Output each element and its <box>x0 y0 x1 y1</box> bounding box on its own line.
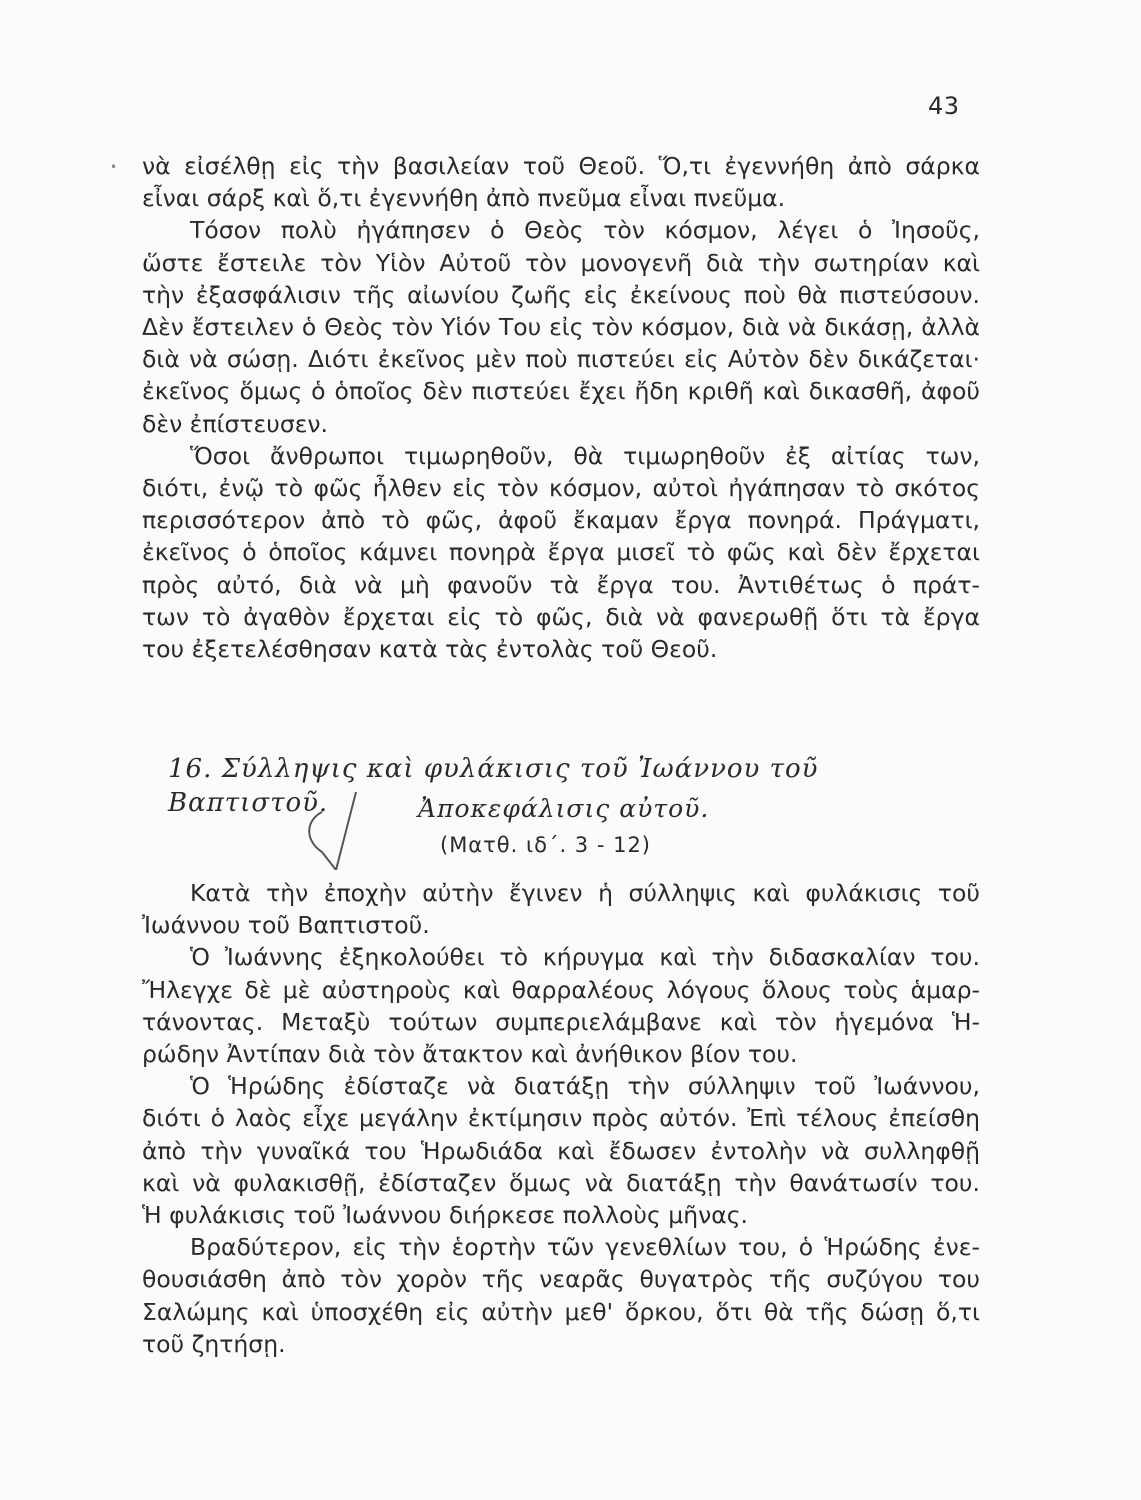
margin-mark: • <box>110 160 118 174</box>
section-title-line1: Σύλληψις καὶ φυλάκισις τοῦ Ἰωάννου τοῦ Βαπτιστοῦ. <box>168 754 819 818</box>
text-line: Ἡ φυλάκισις τοῦ Ἰωάννου διήρκεσε πολλοὺς μῆνας. <box>142 1201 748 1230</box>
text-line: διὰ νὰ σώσῃ. Διότι ἐκεῖνος μὲν ποὺ πιστεύει εἰς Αὐτὸν δὲν δικάζεται· <box>142 345 980 374</box>
text-line: ρώδην Ἀντίπαν διὰ τὸν ἄτακτον καὶ ἀνήθικον βίον του. <box>142 1040 798 1069</box>
text-line: Ὁ Ἰωάννης ἐξηκολούθει τὸ κήρυγμα καὶ τὴν διδασκαλίαν του. <box>190 943 980 972</box>
text-line: Ὅσοι ἄνθρωποι τιμωρηθοῦν, θὰ τιμωρηθοῦν ἐξ αἰτίας των, <box>190 441 980 470</box>
text-line: εἶναι σάρξ καὶ ὅ,τι ἐγεννήθη ἀπὸ πνεῦμα εἶναι πνεῦμα. <box>142 184 786 213</box>
text-line: Τόσον πολὺ ἠγάπησεν ὁ Θεὸς τὸν κόσμον, λέγει ὁ Ἰησοῦς, <box>190 216 980 245</box>
text-line: ἐκεῖνος ὅμως ὁ ὁποῖος δὲν πιστεύει ἔχει ἤδη κριθῆ καὶ δικασθῆ, ἀφοῦ <box>142 377 980 406</box>
text-line: ἀπὸ τὴν γυναῖκά του Ἡρωδιάδα καὶ ἔδωσεν ἐντολὴν νὰ συλληφθῇ <box>142 1136 980 1165</box>
text-line: Ἰωάννου τοῦ Βαπτιστοῦ. <box>142 911 430 940</box>
scripture-reference: (Ματθ. ιδ΄. 3 - 12) <box>440 833 652 857</box>
top-text-block <box>142 150 980 665</box>
text-line: τάνοντας. Μεταξὺ τούτων συμπεριελάμβανε καὶ τὸν ἡγεμόνα Ἡ- <box>142 1007 980 1036</box>
text-line: καὶ νὰ φυλακισθῇ, ἐδίσταζεν ὅμως νὰ διατάξῃ τὴν θανάτωσίν του. <box>142 1168 980 1197</box>
text-line: διότι ὁ λαὸς εἶχε μεγάλην ἐκτίμησιν πρὸς αὐτόν. Ἐπὶ τέλους ἐπείσθη <box>142 1104 980 1133</box>
text-line: Κατὰ τὴν ἐποχὴν αὐτὴν ἔγινεν ἡ σύλληψις καὶ φυλάκισις τοῦ <box>190 879 980 907</box>
text-line: πρὸς αὐτό, διὰ νὰ μὴ φανοῦν τὰ ἔργα του. Ἀντιθέτως ὁ πράτ- <box>142 570 980 599</box>
text-line: του ἐξετελέσθησαν κατὰ τὰς ἐντολὰς τοῦ Θεοῦ. <box>142 635 718 664</box>
text-line: Δὲν ἔστειλεν ὁ Θεὸς τὸν Υἱόν Του εἰς τὸν κόσμον, διὰ νὰ δικάσῃ, ἀλλὰ <box>142 313 980 342</box>
text-line: ὥστε ἔστειλε τὸν Υἱὸν Αὐτοῦ τὸν μονογενῆ διὰ τὴν σωτηρίαν καὶ <box>142 248 980 277</box>
text-line: τὴν ἐξασφάλισιν τῆς αἰωνίου ζωῆς εἰς ἐκείνους ποὺ θὰ πιστεύσουν. <box>142 280 980 309</box>
text-line: Ὁ Ἡρώδης ἐδίσταζε νὰ διατάξῃ τὴν σύλληψιν τοῦ Ἰωάννου, <box>190 1072 980 1101</box>
page-number: 43 <box>928 92 960 120</box>
text-line: των τὸ ἀγαθὸν ἔρχεται εἰς τὸ φῶς, διὰ νὰ φανερωθῇ ὅτι τὰ ἔργα <box>142 602 980 631</box>
section-title-line2: Ἀποκεφάλισις αὐτοῦ. <box>418 794 710 823</box>
text-line: νὰ εἰσέλθῃ εἰς τὴν βασιλείαν τοῦ Θεοῦ. Ὅ,τι ἐγεννήθη ἀπὸ σάρκα <box>142 152 980 180</box>
bottom-text-block <box>142 877 980 1360</box>
text-line: Ἤλεγχε δὲ μὲ αὐστηροὺς καὶ θαρραλέους λόγους ὅλους τοὺς ἁμαρ- <box>142 975 980 1004</box>
text-line: Βραδύτερον, εἰς τὴν ἑορτὴν τῶν γενεθλίων του, ὁ Ἡρώδης ἐνε- <box>190 1233 980 1262</box>
text-line: ἐκεῖνος ὁ ὁποῖος κάμνει πονηρὰ ἔργα μισεῖ τὸ φῶς καὶ δὲν ἔρχεται <box>142 538 980 567</box>
handwritten-mark-icon <box>300 790 360 870</box>
text-line: θουσιάσθη ἀπὸ τὸν χορὸν τῆς νεαρᾶς θυγατρὸς τῆς συζύγου του <box>142 1265 980 1294</box>
text-line: διότι, ἐνῷ τὸ φῶς ἦλθεν εἰς τὸν κόσμον, αὐτοὶ ἠγάπησαν τὸ σκότος <box>142 474 980 503</box>
section-number: 16. <box>168 754 213 784</box>
text-line: δὲν ἐπίστευσεν. <box>142 409 329 438</box>
text-line: τοῦ ζητήσῃ. <box>142 1329 286 1358</box>
text-line: Σαλώμης καὶ ὑποσχέθη εἰς αὐτὴν μεθ' ὅρκου, ὅτι θὰ τῆς δώσῃ ὅ,τι <box>142 1297 980 1326</box>
text-line: περισσότερον ἀπὸ τὸ φῶς, ἀφοῦ ἔκαμαν ἔργα πονηρά. Πράγματι, <box>142 506 980 535</box>
